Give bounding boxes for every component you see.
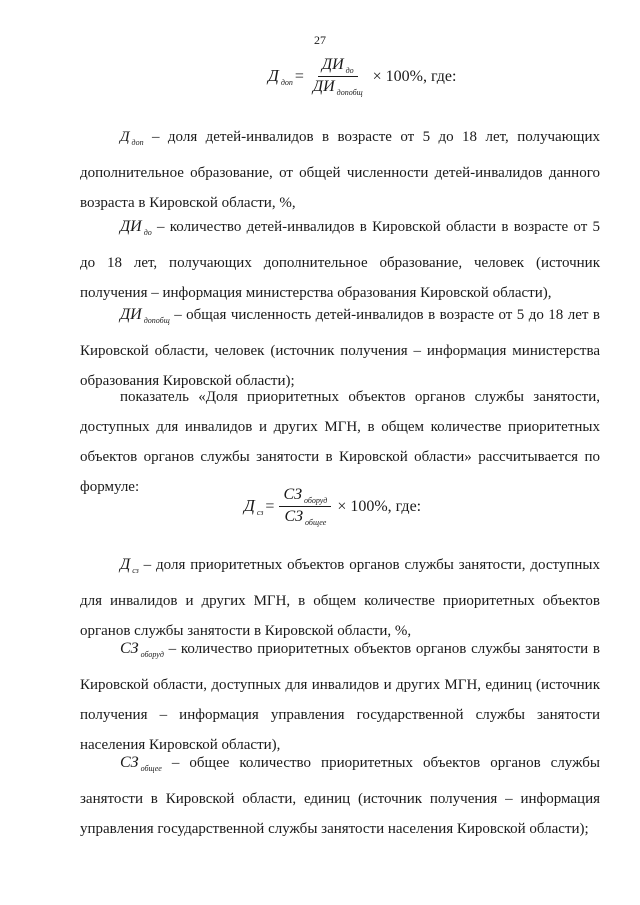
indicator-paragraph: показатель «Доля приоритетных объектов органов службы занятости, доступных для инвалидов и других МГН, в общем количестве приоритетных объектов органов службы занятости в Кировской области» рассчитывается по формуле: <box>80 389 600 495</box>
formula-sz-numerator: СЗ $_{оборуд}$ <box>279 486 331 507</box>
formula-dop-lhs: Д $_{доп}$ <box>268 66 293 87</box>
definition-di-dopobsch: ДИ $_{допобщ}$ – общая численность детей-инвалидов в возрасте от 5 до 18 лет в Кировской области, человек (источник получения – информация министерства образования Кировской области); <box>80 306 600 389</box>
formula-sz <box>244 486 421 527</box>
formula-sz-fraction <box>279 486 331 527</box>
page-number: 27 <box>314 33 326 47</box>
definition-symbol: ДИ $_{до}$ <box>120 218 152 237</box>
formula-dop-numerator: ДИ $_{до}$ <box>318 56 358 77</box>
formula-dop-denominator: ДИ $_{допобщ}$ <box>312 78 363 97</box>
formula-sz-tail: × 100%, где: <box>337 497 422 515</box>
definition-symbol: Д $_{доп}$ <box>120 129 144 147</box>
definition-di-do: ДИ $_{до}$ – количество детей-инвалидов в Кировской области в возрасте от 5 до 18 лет, получающих дополнительное образование, человек (источник получения – информация министерства образования Кировской области), <box>80 218 600 301</box>
definition-sz-oborud: СЗ $_{оборуд}$ – количество приоритетных объектов органов службы занятости в Кировской области, доступных для инвалидов и других МГН, единиц (источник получения – информация управления государственной службы занятости населения Кировской области), <box>80 640 600 753</box>
formula-dop-tail: × 100%, где: <box>372 67 457 85</box>
definition-d-sz: Д $_{сз}$ – доля приоритетных объектов органов службы занятости, доступных для инвалидов и других МГН, в общем количестве приоритетных объектов органов службы занятости в Кировской области, %, <box>80 556 600 639</box>
formula-sz-lhs: Д $_{сз}$ <box>244 496 264 517</box>
definition-symbol: СЗ $_{общее}$ <box>120 754 162 773</box>
formula-dop-equals: = <box>294 67 304 85</box>
definition-sz-obschee: СЗ $_{общее}$ – общее количество приоритетных объектов органов службы занятости в Кировской области, единиц (источник получения – информация управления государственной службы занятости населения Кировской области); <box>80 754 600 837</box>
formula-dop-fraction <box>309 56 367 97</box>
definition-symbol: ДИ $_{допобщ}$ <box>120 306 170 325</box>
formula-sz-equals: = <box>265 497 275 515</box>
formula-dop <box>268 56 456 97</box>
definition-symbol: СЗ $_{оборуд}$ <box>120 640 164 659</box>
definition-symbol: Д $_{сз}$ <box>120 556 139 575</box>
definition-d-dop: Д $_{доп}$ – доля детей-инвалидов в возрасте от 5 до 18 лет, получающих дополнительное образование, от общей численности детей-инвалидов данного возраста в Кировской области, %, <box>80 129 600 211</box>
formula-sz-denominator: СЗ $_{общее}$ <box>284 508 327 527</box>
